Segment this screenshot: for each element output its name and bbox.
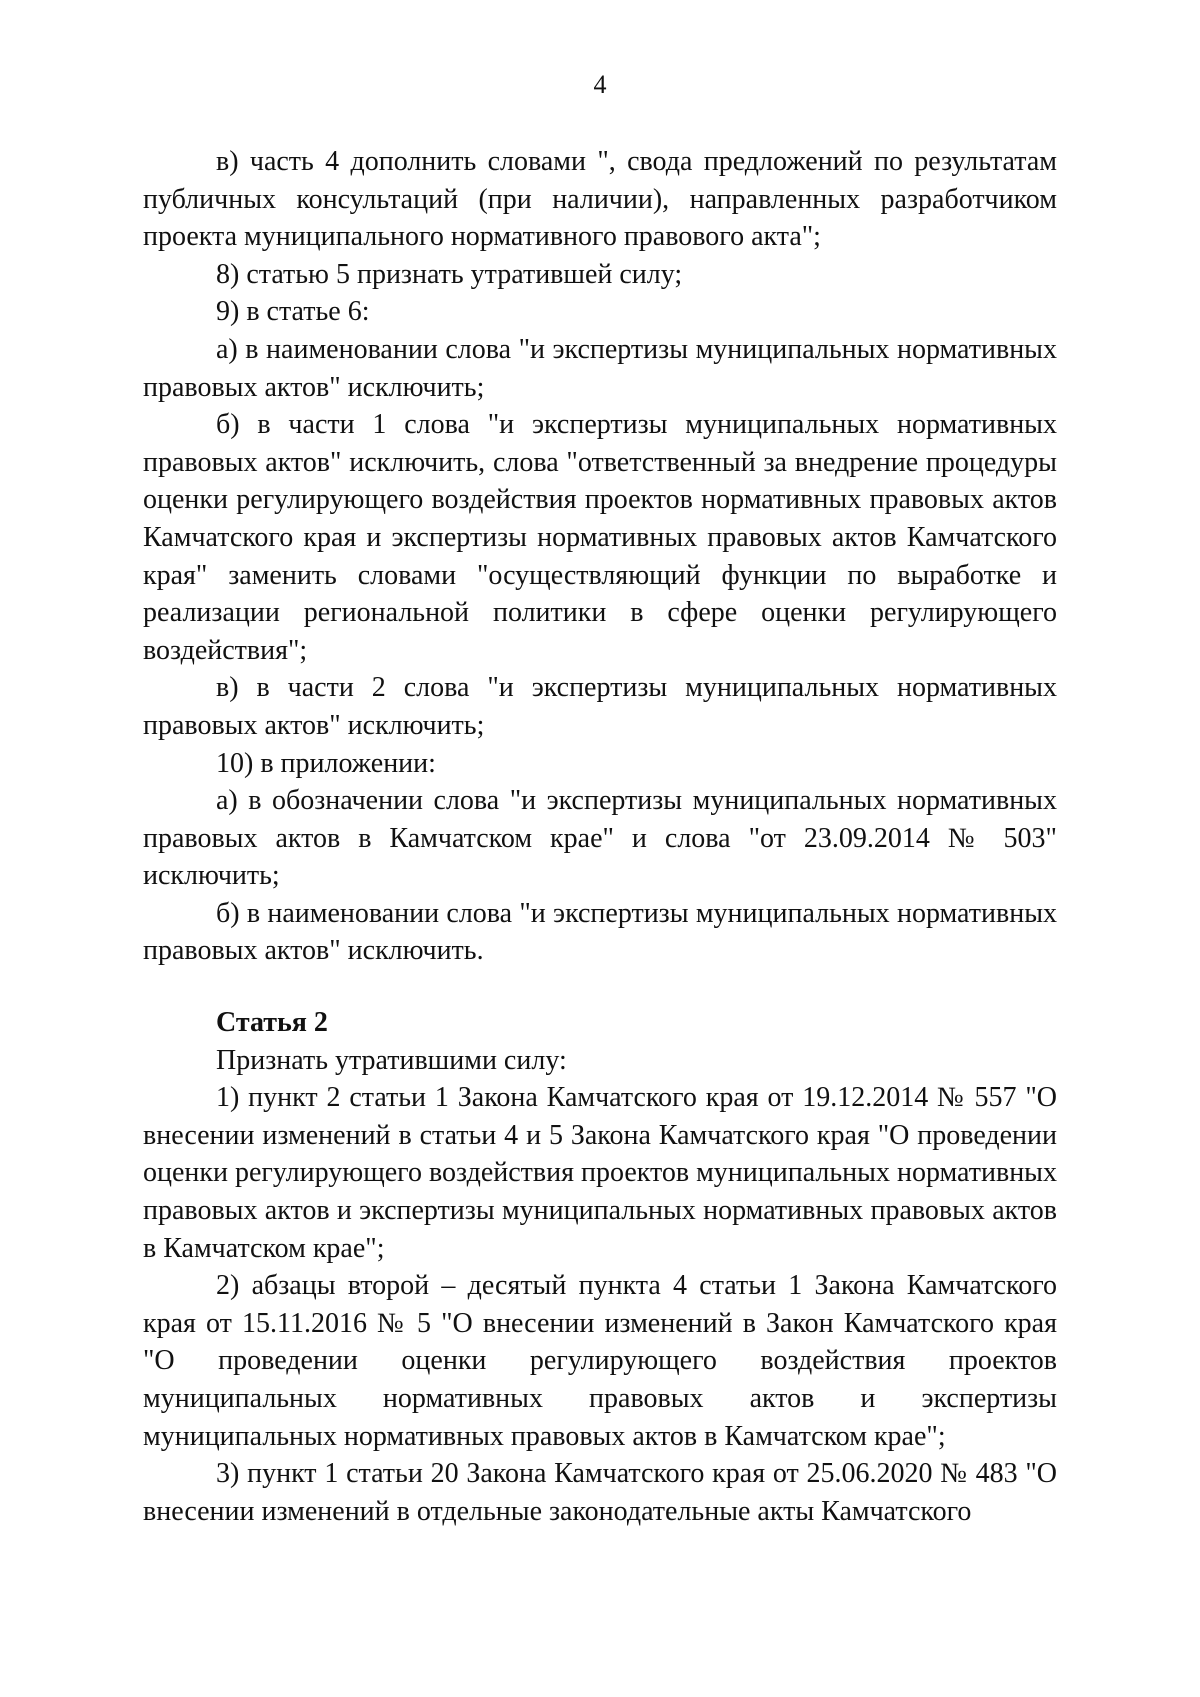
article-2-section — [143, 1004, 1057, 1530]
article-2-item-3: 3) пункт 1 статьи 20 Закона Камчатского края от 25.06.2020 № 483 "О внесении изменений в отдельные законодательные акты Камчатского — [143, 1458, 1057, 1527]
amendment-paragraph-9b: б) в части 1 слова "и экспертизы муниципальных нормативных правовых актов" исключить, слова "ответственный за внедрение процедуры оценки регулирующего воздействия проектов нормативных правовых актов Камчатского края и экспертизы нормативных правовых актов Камчатского края" заменить словами "осуществляющий функции по выработке и реализации региональной политики в сфере оценки регулирующего воздействия"; — [143, 409, 1057, 666]
page-number: 4 — [593, 70, 607, 99]
article-2-item-2: 2) абзацы второй – десятый пункта 4 статьи 1 Закона Камчатского края от 15.11.2016 № 5 "О внесении изменений в Закон Камчатского края "О проведении оценки регулирующего воздействия проектов муниципальных нормативных правовых актов и экспертизы муниципальных нормативных правовых актов в Камчатском крае"; — [143, 1270, 1057, 1452]
amendment-paragraph-9: 9) в статье 6: — [216, 296, 370, 328]
amendment-paragraph-9a: а) в наименовании слова "и экспертизы муниципальных нормативных правовых актов" исключить; — [143, 333, 1057, 403]
amendments-section — [143, 143, 1057, 970]
amendment-paragraph-10b: б) в наименовании слова "и экспертизы муниципальных нормативных правовых актов" исключить. — [143, 897, 1057, 967]
article-2-item-1: 1) пункт 2 статьи 1 Закона Камчатского края от 19.12.2014 № 557 "О внесении изменений в статьи 4 и 5 Закона Камчатского края "О проведении оценки регулирующего воздействия проектов муниципальных нормативных правовых актов и экспертизы муниципальных нормативных правовых актов в Камчатском крае"; — [143, 1082, 1057, 1264]
article-2-intro: Признать утратившими силу: — [216, 1044, 567, 1076]
article-2-heading: Статья 2 — [216, 1007, 328, 1038]
amendment-paragraph-v-part4: в) часть 4 дополнить словами ", свода предложений по результатам публичных консультаций (при наличии), направленных разработчиком проекта муниципального нормативного правового акта"; — [143, 146, 1057, 253]
amendment-paragraph-8: 8) статью 5 признать утратившей силу; — [216, 258, 683, 290]
amendment-paragraph-9v: в) в части 2 слова "и экспертизы муниципальных нормативных правовых актов" исключить; — [143, 672, 1057, 741]
amendment-paragraph-10: 10) в приложении: — [216, 747, 436, 779]
amendment-paragraph-10a: а) в обозначении слова "и экспертизы муниципальных нормативных правовых актов в Камчатском крае" и слова "от 23.09.2014 № 503" исключить; — [143, 785, 1057, 892]
